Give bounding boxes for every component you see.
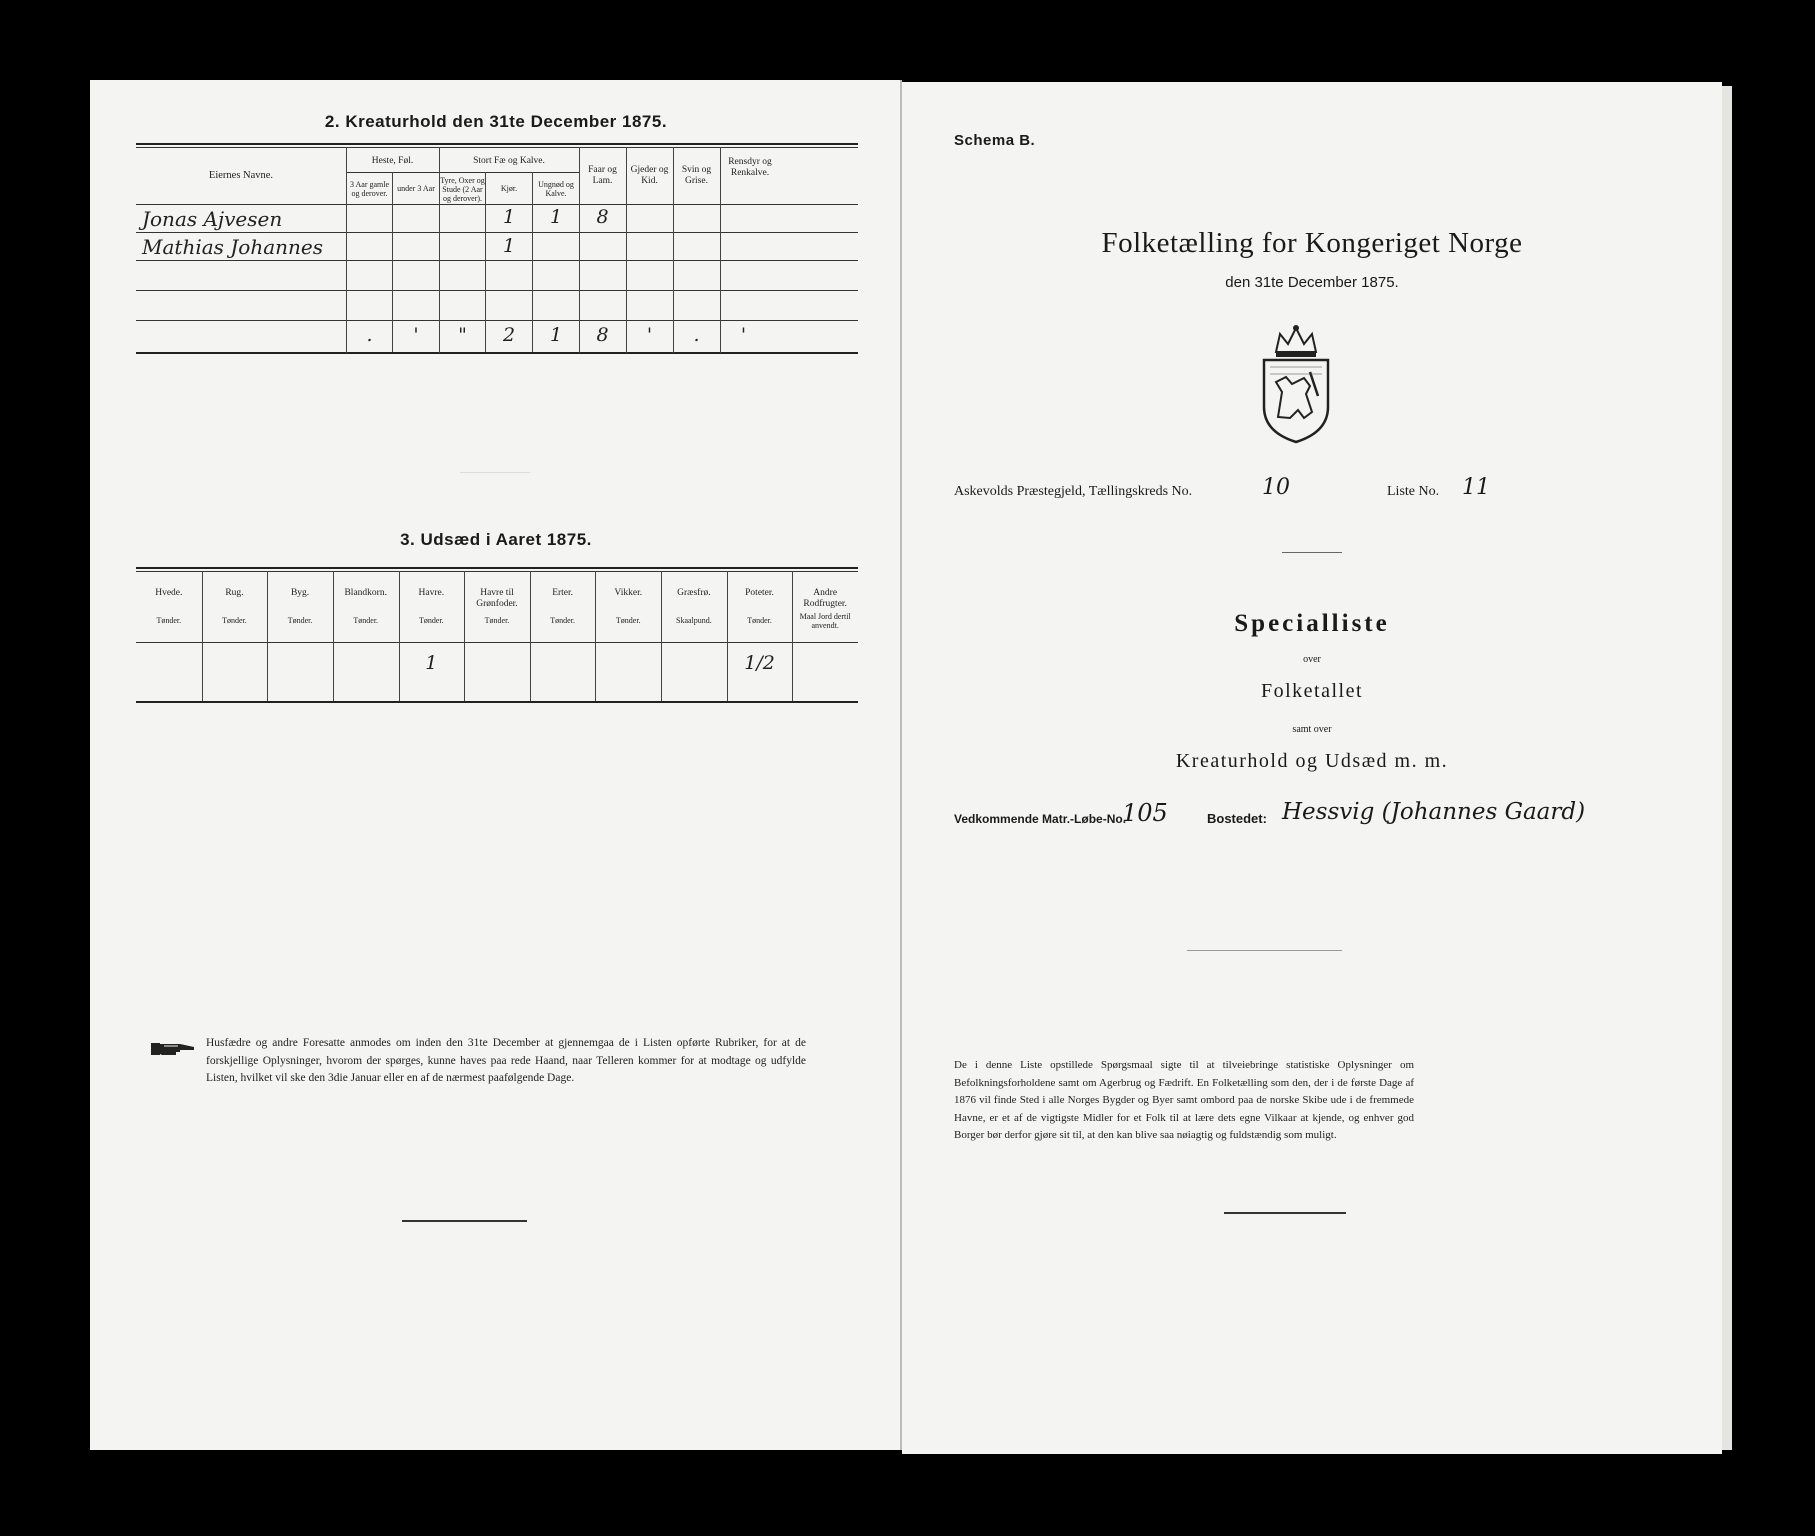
district-label: Askevolds Præstegjeld, Tællingskreds No. [954, 484, 1193, 499]
total-gjeder-cell: ' [646, 324, 653, 346]
udsaed-column-header: Hvede. [155, 588, 183, 598]
total-heste-young-cell: ' [413, 324, 419, 346]
table2-top-rule [136, 143, 858, 145]
table3-top-rule [136, 567, 858, 569]
udsaed-unit-label: Tønder. [222, 616, 247, 625]
udsaed-column-header: Blandkorn. [344, 588, 387, 598]
udsaed-unit-label: Tønder. [353, 616, 379, 625]
udsaed-column-header: Poteter. [745, 588, 774, 598]
right-page [902, 82, 1722, 1454]
faar-header: Faar og Lam. [588, 165, 617, 186]
bosted-label: Bostedet: [1207, 811, 1267, 826]
table2-group-rule [346, 172, 579, 173]
udsaed-column-header: Havre til Grønfoder. [476, 588, 518, 609]
total-tyre-cell: " [458, 324, 467, 346]
ungnod-header: Ungnød og Kalve. [538, 180, 574, 198]
table2-total-rule [136, 320, 858, 321]
table2-top-rule-2 [136, 147, 858, 148]
total-rensdyr-cell: ' [740, 324, 747, 346]
section2-title: 2. Kreaturhold den 31te December 1875. [324, 112, 668, 131]
samt-over-label: samt over [1292, 724, 1332, 735]
table3-header-rule [136, 642, 858, 643]
total-heste-old-cell: . [366, 324, 373, 346]
total-kjor-cell: 2 [502, 324, 516, 346]
table2-row-rule [136, 290, 858, 291]
udsaed-column-header: Andre Rodfrugter. [803, 588, 847, 609]
liste-label: Liste No. [1387, 484, 1440, 499]
owner-name-cell: Jonas Ajvesen [142, 207, 283, 231]
udsaed-unit-label: Tønder. [747, 616, 772, 625]
udsaed-unit-label: Tønder. [484, 616, 510, 625]
kreaturhold-heading: Kreaturhold og Udsæd m. m. [1175, 750, 1449, 772]
udsaed-column-header: Rug. [225, 588, 244, 598]
notice-text: Husfædre og andre Foresatte anmodes om inden den 31te December at gjennemgaa de i Listen opførte Rubriker, for at de forskjellige Oplysninger, hvorom der spørges, kunne haves paa rede Haand, naar Telleren kommer for at modtage og udfylde Listen, hvilket vil ske den 3die Januar eller en af de nærmest paafølgende Dage. [206, 1037, 806, 1084]
over-label: over [1303, 654, 1321, 665]
liste-number: 11 [1462, 475, 1490, 500]
table3-bottom-rule [136, 701, 858, 703]
bottom-rule [402, 1220, 527, 1222]
table2-row-rule [136, 232, 858, 233]
middle-rule [1187, 950, 1342, 951]
udsaed-unit-label: Tønder. [287, 616, 313, 625]
svin-header: Svin og Grise. [681, 165, 712, 186]
coat-of-arms-icon [1246, 322, 1346, 447]
table2-bottom-rule [136, 352, 858, 354]
section3-title: 3. Udsæd i Aaret 1875. [400, 530, 592, 549]
schema-label: Schema B. [954, 132, 1036, 149]
owner-header: Eiernes Navne. [208, 170, 274, 181]
udsaed-unit-label: Maal Jord dertil anvendt. [799, 612, 851, 630]
heste-header: Heste, Føl. [371, 156, 414, 166]
kjor-cell: 1 [502, 235, 516, 257]
rensdyr-header: Rensdyr og Renkalve. [728, 157, 772, 178]
tyre-header: Tyre, Oxer og Stude (2 Aar og derover). [440, 176, 485, 203]
owner-name-cell: Mathias Johannes [142, 235, 323, 259]
udsaed-unit-label: Tønder. [156, 616, 182, 625]
faint-divider [460, 472, 530, 473]
short-rule [1282, 552, 1342, 553]
udsaed-value-cell: 1/2 [744, 652, 775, 674]
left-page [90, 80, 902, 1450]
heste-young-header: under 3 Aar [397, 184, 435, 193]
matr-label: Vedkommende Matr.-Løbe-No. [954, 812, 1127, 826]
udsaed-column-header: Erter. [552, 588, 574, 598]
main-title: Folketælling for Kongeriget Norge [1101, 227, 1523, 259]
matr-number: 105 [1122, 799, 1168, 827]
stort-fae-header: Stort Fæ og Kalve. [473, 156, 545, 166]
kjor-header: Kjør. [500, 184, 518, 193]
kjor-cell: 1 [502, 206, 516, 228]
total-svin-cell: . [693, 324, 700, 346]
main-subtitle: den 31te December 1875. [1225, 274, 1399, 291]
footer-rule [1224, 1212, 1346, 1214]
udsaed-value-cell: 1 [425, 652, 438, 674]
table2-header-rule [136, 204, 858, 205]
total-faar-cell: 8 [596, 324, 609, 346]
heste-old-header: 3 Aar gamle og derover. [349, 180, 390, 198]
udsaed-column-header: Byg. [290, 588, 310, 598]
table2-col-divider [346, 147, 347, 353]
udsaed-unit-label: Tønder. [615, 616, 641, 625]
gjeder-header: Gjeder og Kid. [630, 165, 669, 186]
udsaed-unit-label: Tønder. [419, 616, 444, 625]
udsaed-column-header: Havre. [418, 588, 445, 598]
total-ungnod-cell: 1 [549, 324, 563, 346]
udsaed-column-header: Græsfrø. [677, 588, 711, 598]
pointing-hand-icon [150, 1038, 198, 1060]
faar-cell: 8 [596, 206, 609, 228]
page-edge [1722, 86, 1732, 1450]
table3-top-rule-2 [136, 571, 858, 572]
folketallet-heading: Folketallet [1260, 680, 1364, 702]
table2-row-rule [136, 260, 858, 261]
udsaed-unit-label: Tønder. [550, 616, 575, 625]
udsaed-column-header: Vikker. [614, 588, 643, 598]
ungnod-cell: 1 [549, 206, 563, 228]
bosted-value: Hessvig (Johannes Gaard) [1282, 799, 1586, 825]
specialliste-heading: Specialliste [1234, 610, 1390, 637]
district-number: 10 [1262, 475, 1290, 500]
udsaed-unit-label: Skaalpund. [676, 616, 712, 625]
footer-text: De i denne Liste opstillede Spørgsmaal sigte til at tilveiebringe statistiske Oplysninger om Befolkningsforholdene samt om Agerbrug og Fædrift. En Folketælling som den, der i de første Dage af 1876 vil finde Sted i alle Norges Bygder og Byer samt ombord paa de norske Skibe ude i de fremmede Havne, er et af de vigtigste Midler for et Folk til at lære dets egne Vilkaar at kjende, og enhver god Borger bør derfor gjøre sit til, at den kan blive saa nøiagtig og fuldstændig som muligt. [954, 1059, 1414, 1141]
